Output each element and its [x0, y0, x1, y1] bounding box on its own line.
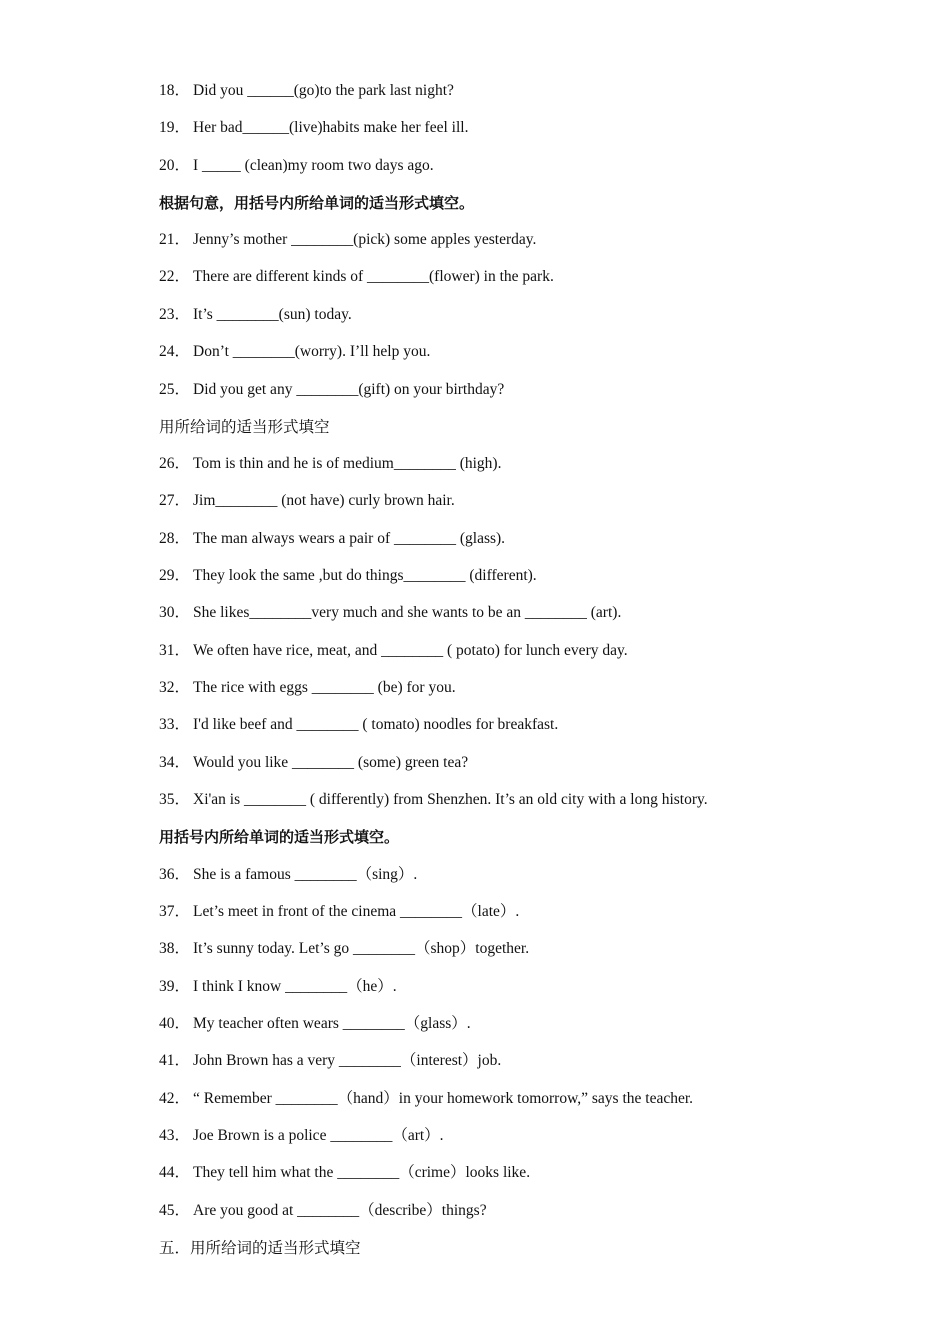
question-23	[159, 305, 352, 325]
question-text: It’s ________(sun) today.	[193, 306, 352, 323]
question-25	[159, 380, 504, 400]
question-number: 22．	[159, 268, 191, 285]
question-text: John Brown has a very ________（interest）job.	[193, 1052, 502, 1069]
question-19	[159, 118, 468, 138]
question-number: 44．	[159, 1164, 191, 1181]
question-text: She likes________very much and she wants to be an ________ (art).	[193, 604, 622, 621]
question-text: We often have rice, meat, and ________ ( potato) for lunch every day.	[193, 642, 628, 659]
question-41	[159, 1051, 501, 1071]
question-text: Don’t ________(worry). I’ll help you.	[193, 343, 431, 360]
question-37	[159, 902, 519, 922]
question-text: She is a famous ________（sing）.	[193, 866, 418, 883]
question-text: They look the same ,but do things________ (different).	[193, 567, 537, 584]
question-31	[159, 641, 628, 661]
question-26	[159, 454, 501, 474]
question-text: Tom is thin and he is of medium________ (high).	[193, 455, 502, 472]
question-number: 45．	[159, 1202, 191, 1219]
question-39	[159, 977, 397, 997]
question-42	[159, 1089, 693, 1109]
question-44	[159, 1163, 530, 1183]
question-number: 31．	[159, 642, 191, 659]
question-number: 20．	[159, 157, 191, 174]
question-number: 26．	[159, 455, 191, 472]
question-text: There are different kinds of ________(flower) in the park.	[193, 268, 554, 285]
question-text: I'd like beef and ________ ( tomato) noodles for breakfast.	[193, 716, 559, 733]
question-text: Are you good at ________（describe）things?	[193, 1202, 487, 1219]
question-text: Her bad______(live)habits make her feel ill.	[193, 119, 469, 136]
question-33	[159, 715, 558, 735]
question-text: “ Remember ________（hand）in your homework tomorrow,” says the teacher.	[193, 1090, 694, 1107]
question-text: Did you ______(go)to the park last night?	[193, 82, 454, 99]
question-text: I _____ (clean)my room two days ago.	[193, 157, 434, 174]
question-text: Let’s meet in front of the cinema ________（late）.	[193, 903, 520, 920]
question-number: 43．	[159, 1127, 191, 1144]
question-text: Jenny’s mother ________(pick) some apples yesterday.	[193, 231, 537, 248]
question-text: The man always wears a pair of ________ (glass).	[193, 530, 506, 547]
question-text: Did you get any ________(gift) on your birthday?	[193, 381, 505, 398]
question-24	[159, 342, 430, 362]
question-43	[159, 1126, 444, 1146]
question-18	[159, 81, 454, 101]
question-text: The rice with eggs ________ (be) for you.	[193, 679, 456, 696]
question-text: Jim________ (not have) curly brown hair.	[193, 492, 455, 509]
question-number: 25．	[159, 381, 191, 398]
question-22	[159, 267, 554, 287]
question-38	[159, 939, 529, 959]
question-20	[159, 156, 434, 176]
section-instruction: 根据句意，用括号内所给单词的适当形式填空。	[159, 194, 475, 212]
question-number: 23．	[159, 306, 191, 323]
question-number: 39．	[159, 978, 191, 995]
question-number: 18．	[159, 82, 191, 99]
question-32	[159, 678, 456, 698]
question-number: 34．	[159, 754, 191, 771]
question-number: 41．	[159, 1052, 191, 1069]
question-number: 36．	[159, 866, 191, 883]
question-number: 35．	[159, 791, 191, 808]
question-40	[159, 1014, 471, 1034]
question-number: 42．	[159, 1090, 191, 1107]
question-21	[159, 230, 536, 250]
section-instruction: 用括号内所给单词的适当形式填空。	[159, 828, 400, 846]
question-number: 38．	[159, 940, 191, 957]
section-heading: 用所给词的适当形式填空	[159, 418, 330, 436]
question-number: 19．	[159, 119, 191, 136]
question-28	[159, 529, 505, 549]
question-number: 32．	[159, 679, 191, 696]
question-number: 40．	[159, 1015, 191, 1032]
question-35	[159, 790, 708, 810]
question-27	[159, 491, 455, 511]
question-number: 24．	[159, 343, 191, 360]
question-text: Would you like ________ (some) green tea?	[193, 754, 469, 771]
question-36	[159, 865, 417, 885]
question-30	[159, 603, 621, 623]
question-number: 28．	[159, 530, 191, 547]
question-text: Xi'an is ________ ( differently) from Shenzhen. It’s an old city with a long history.	[193, 791, 708, 808]
question-number: 27．	[159, 492, 191, 509]
question-text: It’s sunny today. Let’s go ________（shop）together.	[193, 940, 530, 957]
question-number: 21．	[159, 231, 191, 248]
question-29	[159, 566, 537, 586]
question-number: 37．	[159, 903, 191, 920]
section-heading: 五．用所给词的适当形式填空	[159, 1239, 361, 1257]
question-number: 33．	[159, 716, 191, 733]
question-number: 30．	[159, 604, 191, 621]
question-text: Joe Brown is a police ________（art）.	[193, 1127, 444, 1144]
question-34	[159, 753, 468, 773]
question-number: 29．	[159, 567, 191, 584]
question-45	[159, 1201, 487, 1221]
question-text: They tell him what the ________（crime）looks like.	[193, 1164, 531, 1181]
question-text: I think I know ________（he）.	[193, 978, 397, 995]
question-text: My teacher often wears ________（glass）.	[193, 1015, 471, 1032]
